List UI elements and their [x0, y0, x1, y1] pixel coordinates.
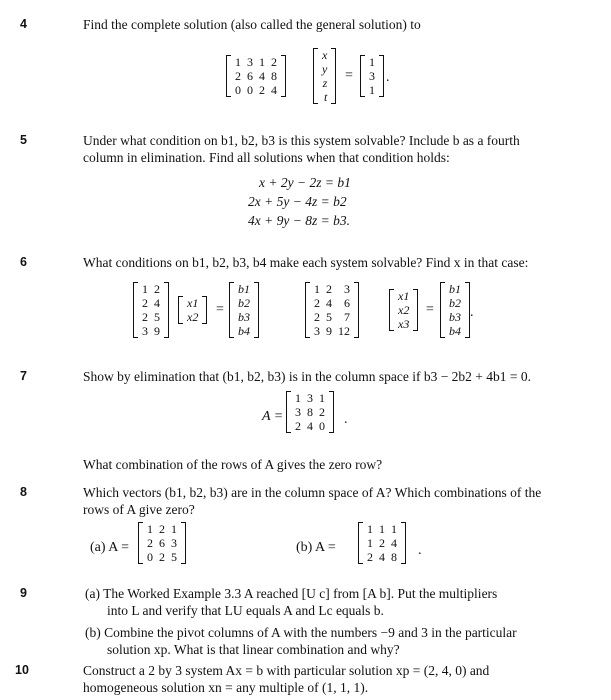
p6-vector-x1 [178, 296, 207, 324]
matrix-entry: 2 [142, 310, 148, 324]
problem-5-line2: column in elimination. Find all solutions when that condition holds: [83, 150, 450, 165]
p8-matrix-Aa [138, 522, 186, 564]
matrix-entry: 1 [319, 391, 325, 405]
matrix-entry: 2 [295, 419, 301, 433]
p8-matrix-Ab [358, 522, 406, 564]
matrix-entry: 2 [154, 282, 160, 296]
problem-7-text: Show by elimination that (b1, b2, b3) is in the column space if b3 − 2b2 + 4b1 = 0. [83, 369, 532, 384]
problem-9b-line2: solution xp. What is that linear combination and why? [107, 642, 400, 657]
matrix-entry: 1 [235, 55, 241, 69]
p6-vector-x2 [389, 289, 418, 331]
matrix-entry: 1 [295, 391, 301, 405]
matrix-entry: t [323, 90, 328, 104]
problem-number-6: 6 [20, 255, 27, 269]
matrix-entry: 4 [271, 83, 277, 97]
matrix-entry: 4 [259, 69, 265, 83]
matrix-entry: 2 [314, 296, 320, 310]
p6-equals-1: = [216, 302, 224, 317]
p5-equation-2: 2x + 5y − 4z = b2 [248, 194, 347, 209]
p6-period: . [470, 305, 474, 320]
p8-period: . [418, 543, 422, 558]
matrix-entry: 3 [369, 69, 375, 83]
matrix-entry: b4 [449, 324, 461, 338]
matrix-entry: x2 [398, 303, 410, 317]
matrix-entry: 1 [391, 522, 397, 536]
p4-vector-x [313, 48, 336, 104]
problem-number-9: 9 [20, 586, 27, 600]
p4-equals: = [345, 68, 353, 83]
matrix-entry: 7 [344, 310, 350, 324]
matrix-entry: 1 [379, 522, 385, 536]
problem-5-line1: Under what condition on b1, b2, b3 is this system solvable? Include b as a fourth [83, 133, 520, 148]
matrix-entry: 3 [295, 405, 301, 419]
matrix-entry: 1 [369, 83, 375, 97]
matrix-entry: 5 [326, 310, 332, 324]
matrix-entry: b1 [449, 282, 461, 296]
matrix-entry: 1 [369, 55, 375, 69]
matrix-entry: 1 [314, 282, 320, 296]
p6-vector-b2 [440, 282, 470, 338]
problem-10-line2: homogeneous solution xn = any multiple of (1, 1, 1). [83, 680, 369, 695]
matrix-entry: 2 [319, 405, 325, 419]
matrix-entry: 5 [171, 550, 177, 564]
matrix-entry: z [322, 76, 328, 90]
matrix-entry: 8 [391, 550, 397, 564]
matrix-entry: 0 [319, 419, 325, 433]
matrix-entry: 2 [326, 282, 332, 296]
p6-equals-2: = [426, 302, 434, 317]
problem-4-text: Find the complete solution (also called the general solution) to [83, 17, 421, 32]
matrix-entry: 0 [147, 550, 153, 564]
matrix-entry: 2 [159, 550, 165, 564]
matrix-entry: 0 [235, 83, 241, 97]
problem-number-7: 7 [20, 369, 27, 383]
p5-equation-3: 4x + 9y − 8z = b3. [248, 213, 350, 228]
matrix-entry: x1 [187, 296, 199, 310]
matrix-entry: 2 [379, 536, 385, 550]
problem-9b-line1: (b) Combine the pivot columns of A with the numbers −9 and 3 in the particular [85, 625, 517, 640]
problem-8-line1: Which vectors (b1, b2, b3) are in the column space of A? Which combinations of the [83, 485, 542, 500]
matrix-entry: y [322, 62, 328, 76]
p6-vector-b1 [229, 282, 259, 338]
problem-number-5: 5 [20, 133, 27, 147]
matrix-entry: 6 [344, 296, 350, 310]
matrix-entry: 1 [367, 522, 373, 536]
p4-period: . [386, 70, 390, 85]
matrix-entry: b3 [449, 310, 461, 324]
problem-8-line2: rows of A give zero? [83, 502, 195, 517]
matrix-entry: 0 [247, 83, 253, 97]
p5-equation-1: x + 2y − 2z = b1 [259, 175, 351, 190]
matrix-entry: 6 [159, 536, 165, 550]
p6-matrix-A2 [305, 282, 359, 338]
matrix-entry: 1 [259, 55, 265, 69]
matrix-entry: x [322, 48, 328, 62]
matrix-entry: 4 [379, 550, 385, 564]
matrix-entry: 1 [367, 536, 373, 550]
matrix-entry: b4 [238, 324, 250, 338]
matrix-entry: 5 [154, 310, 160, 324]
matrix-entry: 4 [154, 296, 160, 310]
matrix-entry: 9 [154, 324, 160, 338]
matrix-entry: 2 [367, 550, 373, 564]
p7-A-label: A = [262, 409, 284, 424]
matrix-entry: 3 [247, 55, 253, 69]
p6-matrix-A1 [133, 282, 169, 338]
matrix-entry: 2 [314, 310, 320, 324]
matrix-entry: 2 [271, 55, 277, 69]
matrix-entry: 9 [326, 324, 332, 338]
matrix-entry: 4 [391, 536, 397, 550]
matrix-entry: 3 [344, 282, 350, 296]
matrix-entry: x2 [187, 310, 199, 324]
problem-number-8: 8 [20, 485, 27, 499]
matrix-entry: 1 [147, 522, 153, 536]
p8-part-b-label: (b) A = [296, 540, 336, 555]
matrix-entry: b2 [238, 296, 250, 310]
matrix-entry: 8 [271, 69, 277, 83]
matrix-entry: 1 [142, 282, 148, 296]
matrix-entry: 3 [142, 324, 148, 338]
p4-vector-b [360, 55, 384, 97]
problem-number-4: 4 [20, 17, 27, 31]
problem-9a-line2: into L and verify that LU equals A and Lc equals b. [107, 603, 384, 618]
matrix-entry: 2 [259, 83, 265, 97]
matrix-entry: 3 [307, 391, 313, 405]
matrix-entry: x1 [398, 289, 410, 303]
matrix-entry: 2 [159, 522, 165, 536]
matrix-entry: 4 [307, 419, 313, 433]
problem-7-question: What combination of the rows of A gives the zero row? [83, 457, 383, 472]
matrix-entry: 4 [326, 296, 332, 310]
problem-6-text: What conditions on b1, b2, b3, b4 make each system solvable? Find x in that case: [83, 255, 529, 270]
p7-matrix-A [286, 391, 334, 433]
matrix-entry: b1 [238, 282, 250, 296]
matrix-entry: b2 [449, 296, 461, 310]
matrix-entry: 2 [142, 296, 148, 310]
problem-number-10: 10 [15, 663, 29, 677]
matrix-entry: 3 [314, 324, 320, 338]
matrix-entry: x3 [398, 317, 410, 331]
matrix-entry: 8 [307, 405, 313, 419]
matrix-entry: 12 [338, 324, 350, 338]
matrix-entry: 6 [247, 69, 253, 83]
matrix-entry: 2 [147, 536, 153, 550]
matrix-entry: 2 [235, 69, 241, 83]
matrix-entry: 3 [171, 536, 177, 550]
p7-period: . [344, 412, 348, 427]
matrix-entry: 1 [171, 522, 177, 536]
problem-9a-line1: (a) The Worked Example 3.3 A reached [U c] from [A b]. Put the multipliers [85, 586, 498, 601]
problem-10-line1: Construct a 2 by 3 system Ax = b with particular solution xp = (2, 4, 0) and [83, 663, 490, 678]
p8-part-a-label: (a) A = [90, 540, 129, 555]
matrix-entry: b3 [238, 310, 250, 324]
p4-matrix-A [226, 55, 286, 97]
